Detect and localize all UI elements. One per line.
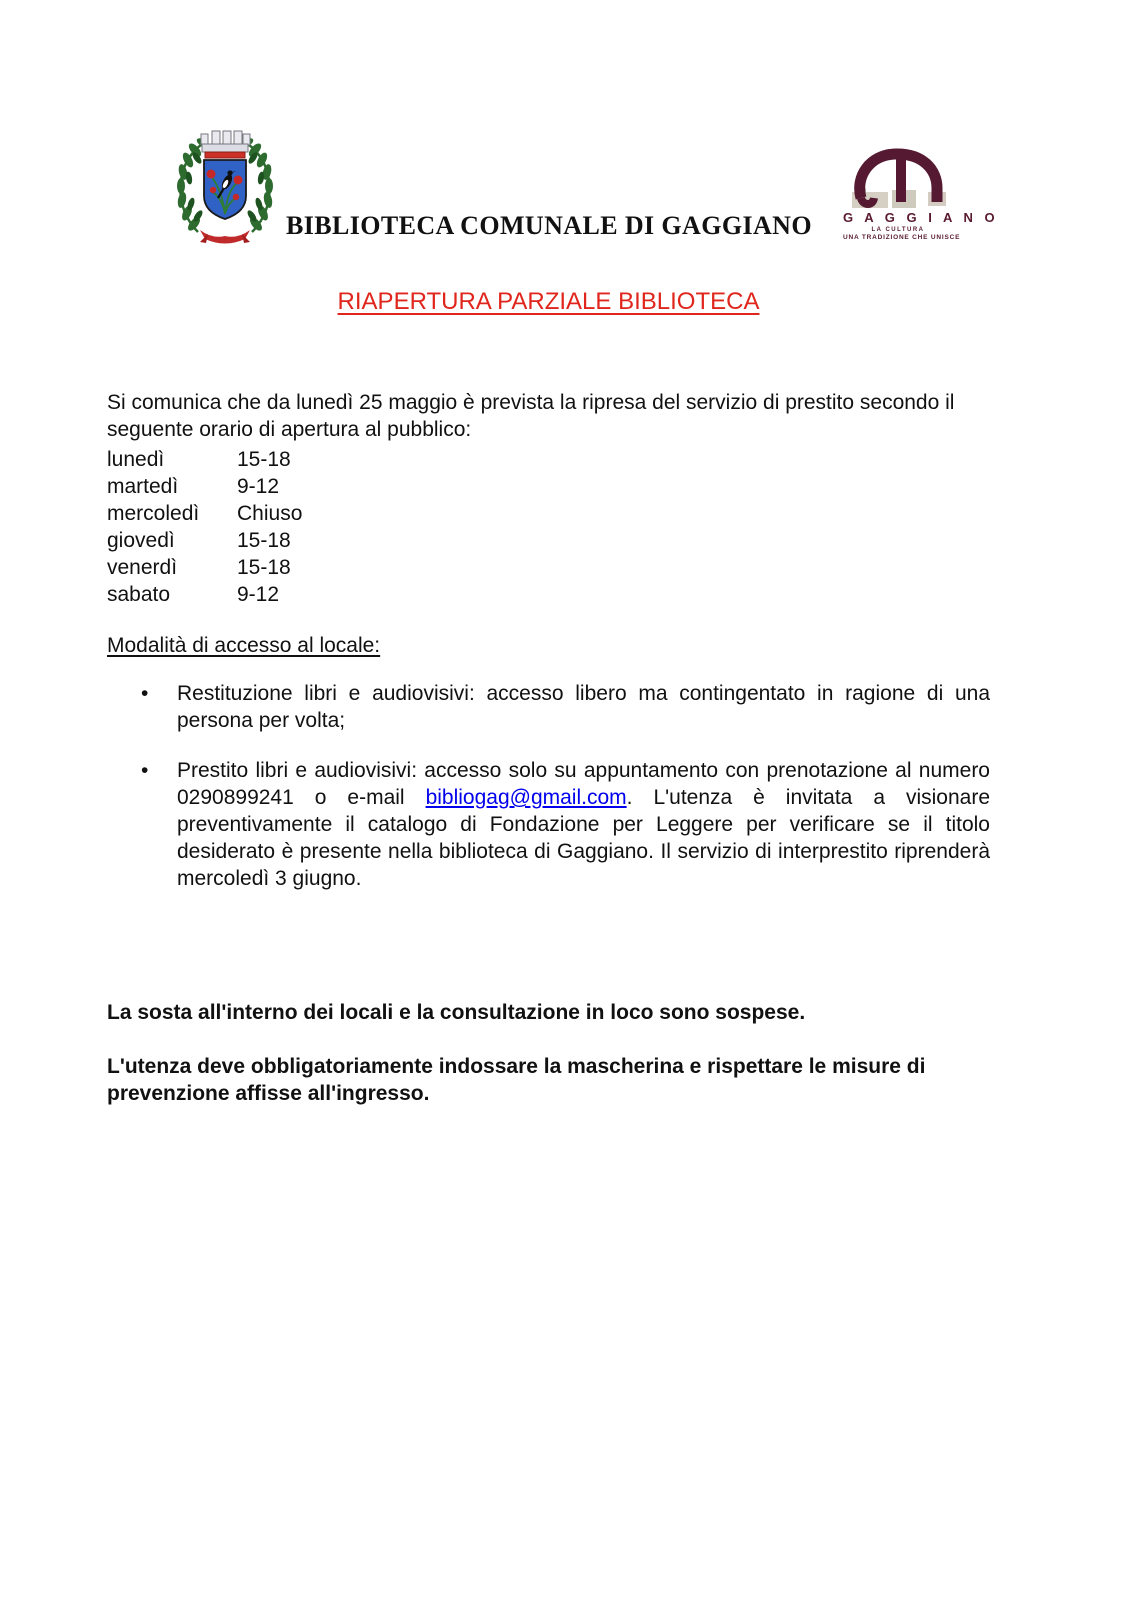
- bold-note-mask: L'utenza deve obbligatoriamente indossare la mascherina e rispettare le misure di prevenzione affisse all'ingresso.: [107, 1055, 926, 1105]
- logo-tagline-1: LA CULTURA: [871, 227, 925, 233]
- day-label: martedì: [107, 475, 179, 498]
- bullet-text: Restituzione libri e audiovisivi: accesso libero ma contingentato in ragione di una persona per volta;: [177, 682, 990, 732]
- notice-heading: RIAPERTURA PARZIALE BIBLIOTECA: [337, 288, 760, 315]
- schedule-row: [107, 554, 990, 581]
- mural-crown: [201, 131, 250, 158]
- hours-value: 15-18: [237, 448, 291, 471]
- day-label: giovedì: [107, 529, 175, 552]
- access-rules-list: [107, 680, 990, 892]
- schedule-row: [107, 527, 990, 554]
- hours-value: Chiuso: [237, 502, 303, 525]
- hours-value: 15-18: [237, 556, 291, 579]
- coat-of-arms-icon: [168, 116, 282, 248]
- bullet-text-before-link: Prestito libri e audiovisivi: accesso solo su appuntamento con prenotazione al numero 0290899241 o e-mail: [177, 759, 990, 809]
- logo-wordmark: G A G G I A N O: [843, 210, 999, 225]
- hours-value: 9-12: [237, 475, 280, 498]
- day-label: sabato: [107, 583, 171, 606]
- hours-value: 15-18: [237, 529, 291, 552]
- gaggiano-arch-icon: [846, 146, 951, 212]
- page-title: BIBLIOTECA COMUNALE DI GAGGIANO: [286, 211, 812, 240]
- schedule-row: [107, 500, 990, 527]
- access-heading: Modalità di accesso al locale:: [107, 634, 381, 657]
- email-link[interactable]: bibliogag@gmail.com: [425, 786, 627, 809]
- list-item-returns: [177, 680, 990, 734]
- hours-value: 9-12: [237, 583, 280, 606]
- schedule-row: [107, 581, 990, 608]
- logo-tagline-2: UNA TRADIZIONE CHE UNISCE: [843, 234, 961, 241]
- intro-paragraph: Si comunica che da lunedì 25 maggio è prevista la ripresa del servizio di prestito secondo il seguente orario di apertura al pubblico:: [107, 391, 955, 441]
- schedule-row: [107, 446, 990, 473]
- opening-hours-table: [107, 446, 990, 608]
- gaggiano-logo: [843, 146, 999, 241]
- bold-note-suspension: La sosta all'interno dei locali e la consultazione in loco sono sospese.: [107, 1001, 806, 1024]
- bullet-text-after-link: . L'utenza è invitata a visionare preventivamente il catalogo di Fondazione per Leggere per verificare se il titolo desiderato è presente nella biblioteca di Gaggiano. Il servizio di interprestito riprenderà mercoledì 3 giugno.: [177, 786, 991, 890]
- schedule-row: [107, 473, 990, 500]
- day-label: lunedì: [107, 448, 165, 471]
- day-label: mercoledì: [107, 502, 200, 525]
- day-label: venerdì: [107, 556, 178, 579]
- list-item-loans: [177, 757, 990, 892]
